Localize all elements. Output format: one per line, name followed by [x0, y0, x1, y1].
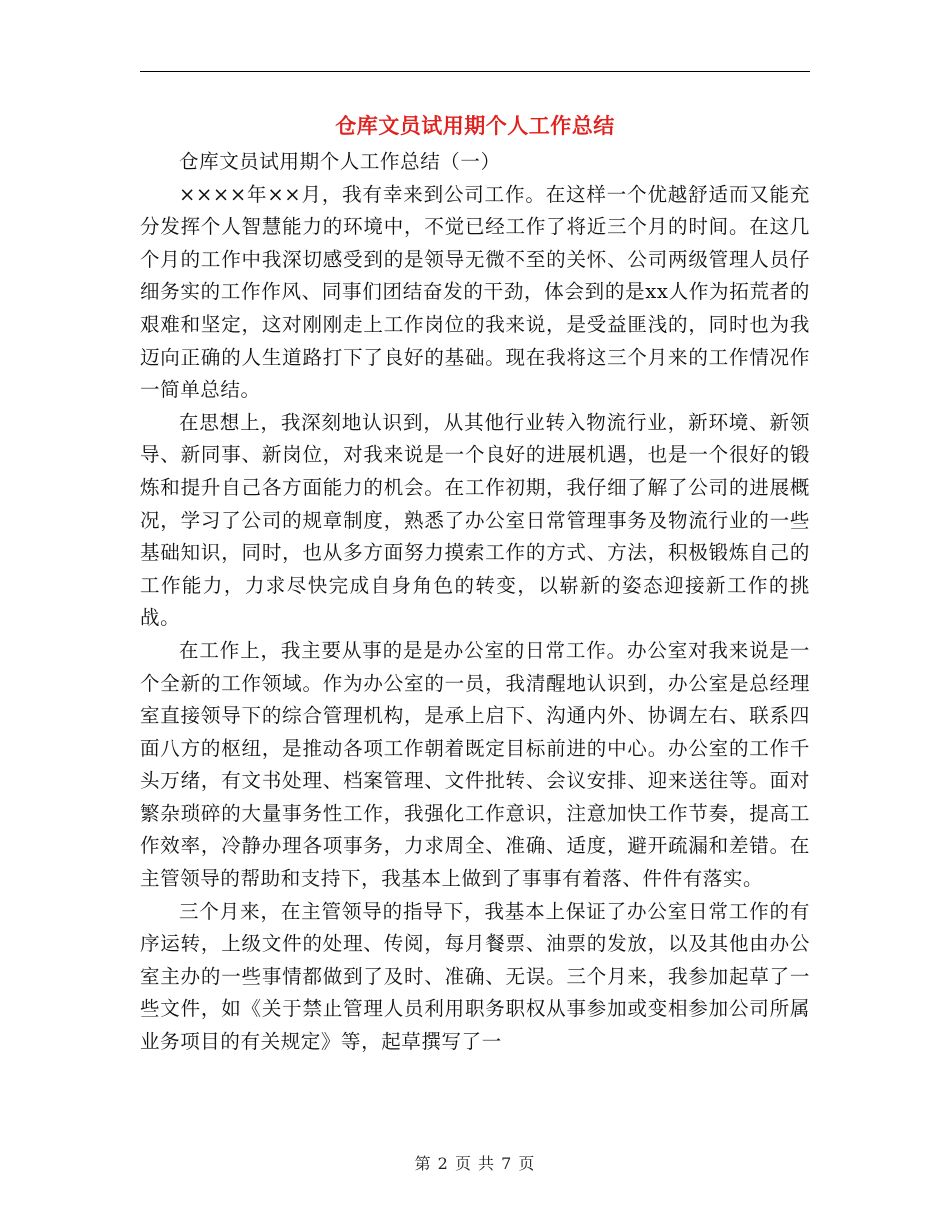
- paragraph-work: 在工作上，我主要从事的是是办公室的日常工作。办公室对我来说是一个全新的工作领域。作为办公室的一员，我清醒地认识到，办公室是总经理室直接领导下的综合管理机构，是承上启下、沟通内外、协调左右、联系四面八方的枢纽，是推动各项工作朝着既定目标前进的中心。办公室的工作千头万绪，有文书处理、档案管理、文件批转、会议安排、迎来送往等。面对繁杂琐碎的大量事务性工作，我强化工作意识，注意加快工作节奏，提高工作效率，冷静办理各项事务，力求周全、准确、适度，避开疏漏和差错。在主管领导的帮助和支持下，我基本上做到了事事有着落、件件有落实。: [140, 638, 810, 891]
- document-body: [140, 146, 810, 1059]
- page-number: 第 2 页 共 7 页: [414, 1154, 536, 1173]
- paragraph-intro: ××××年××月，我有幸来到公司工作。在这样一个优越舒适而又能充分发挥个人智慧能力的环境中，不觉已经工作了将近三个月的时间。在这几个月的工作中我深切感受到的是领导无微不至的关怀、公司两级管理人员仔细务实的工作作风、同事们团结奋发的干劲，体会到的是xx人作为拓荒者的艰难和坚定，这对刚刚走上工作岗位的我来说，是受益匪浅的，同时也为我迈向正确的人生道路打下了良好的基础。现在我将这三个月来的工作情况作一简单总结。: [140, 182, 810, 402]
- header-rule: [140, 71, 810, 72]
- paragraph-three-months: 三个月来，在主管领导的指导下，我基本上保证了办公室日常工作的有序运转，上级文件的处理、传阅，每月餐票、油票的发放，以及其他由办公室主办的一些事情都做到了及时、准确、无误。三个月来，我参加起草了一些文件，如《关于禁止管理人员利用职务职权从事参加或变相参加公司所属业务项目的有关规定》等，起草撰写了一: [140, 899, 810, 1054]
- paragraph-thinking: 在思想上，我深刻地认识到，从其他行业转入物流行业，新环境、新领导、新同事、新岗位，对我来说是一个良好的进展机遇，也是一个很好的锻炼和提升自己各方面能力的机会。在工作初期，我仔细了解了公司的进展概况，学习了公司的规章制度，熟悉了办公室日常管理事务及物流行业的一些基础知识，同时，也从多方面努力摸索工作的方式、方法，积极锻炼自己的工作能力，力求尽快完成自身角色的转变，以崭新的姿态迎接新工作的挑战。: [140, 410, 810, 630]
- paragraph-subtitle: 仓库文员试用期个人工作总结（一）: [179, 150, 501, 173]
- document-title: 仓库文员试用期个人工作总结: [335, 113, 615, 138]
